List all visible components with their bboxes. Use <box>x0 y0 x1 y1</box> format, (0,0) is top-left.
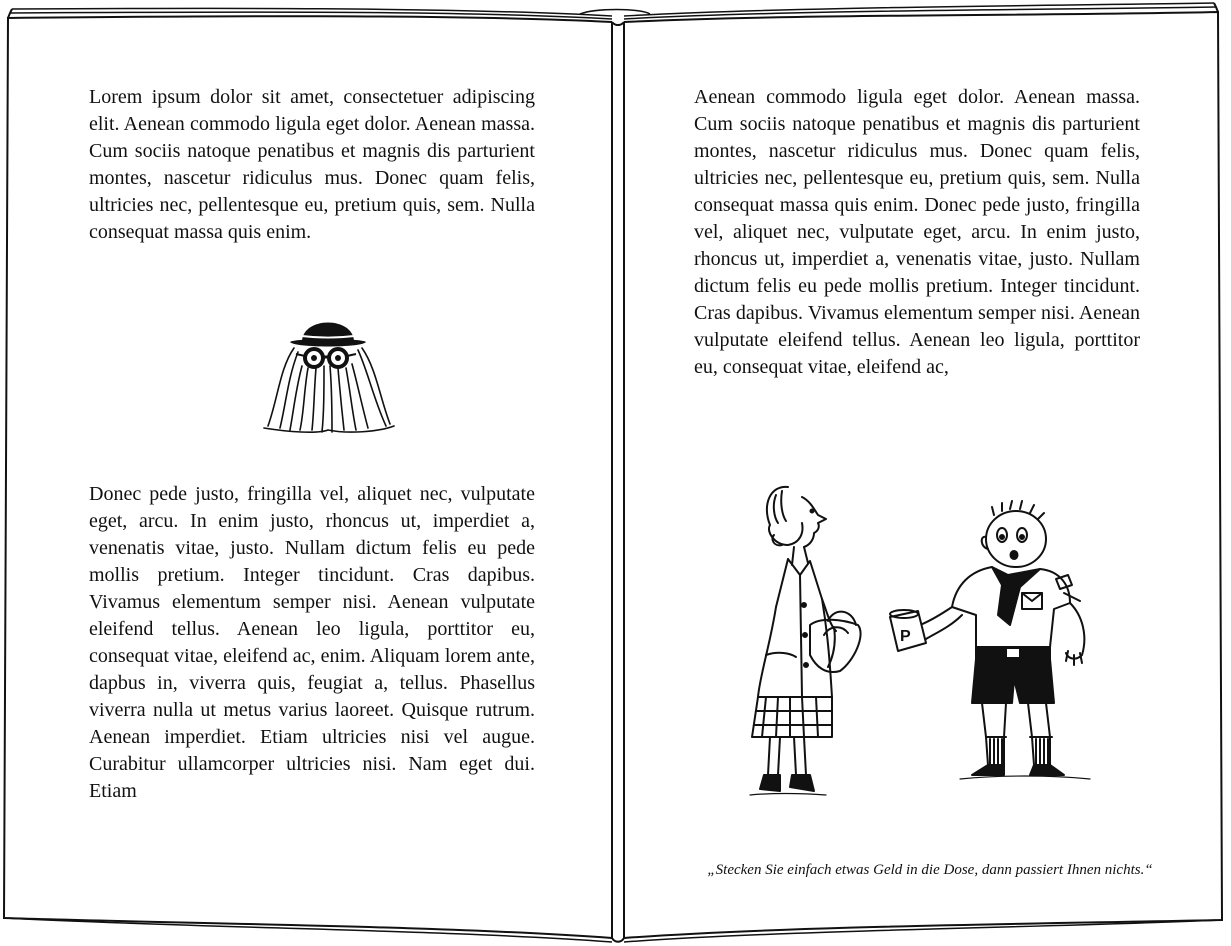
illustration-caption: „Stecken Sie einfach etwas Geld in die Dose, dann passiert Ihnen nichts.“ <box>707 862 1153 878</box>
right-page-paragraph-1: Aenean commodo ligula eget dolor. Aenean massa. Cum sociis natoque penatibus et magnis dis parturient montes, nascetur ridiculus mus. Donec quam felis, ultricies nec, pellentesque eu, pretium quis, sem. Nulla consequat massa quis enim. Donec pede justo, fringilla vel, aliquet nec, vulputate eget, arcu. In enim justo, rhoncus ut, imperdiet a, venenatis vitae, justo. Nullam dictum felis eu pede mollis pretium. Integer tincidunt. Cras dapibus. Vivamus elementum semper nisi. Aenean vulputate eleifend tellus. Aenean leo ligula, porttitor eu, consequat vitae, eleifend ac, <box>694 86 1140 378</box>
left-page-paragraph-2: Donec pede justo, fringilla vel, aliquet nec, vulputate eget, arcu. In enim justo, rhoncus ut, imperdiet a, venenatis vitae, justo. Nullam dictum felis eu pede mollis pretium. Integer tincidunt. Cras dapibus. Vivamus elementum semper nisi. Aenean vulputate eleifend tellus. Aenean leo ligula, porttitor eu, consequat vitae, eleifend ac, enim. Aliquam lorem ante, dapbus in, viverra quis, feugiat a, tellus. Phasellus viverra nulla ut metus varius laoreet. Quisque rutrum. Aenean imperdiet. Etiam ultricies nisi vel augue. Curabitur ullamcorper ultricies nisi. Nam eget dui. Etiam <box>89 483 535 802</box>
woman-and-boy-scout-collecting-donations-icon <box>730 475 1110 805</box>
donation-can-label: P <box>900 628 911 645</box>
left-page-paragraph-1: Lorem ipsum dolor sit amet, consectetuer adipiscing elit. Aenean commodo ligula eget dolor. Aenean massa. Cum sociis natoque penatibus et magnis dis parturient montes, nascetur ridiculus mus. Donec quam felis, ultricies nec, pellentesque eu, pretium quis, sem. Nulla consequat massa quis enim. <box>89 86 535 243</box>
hairy-creature-with-bowler-hat-icon <box>258 308 398 436</box>
